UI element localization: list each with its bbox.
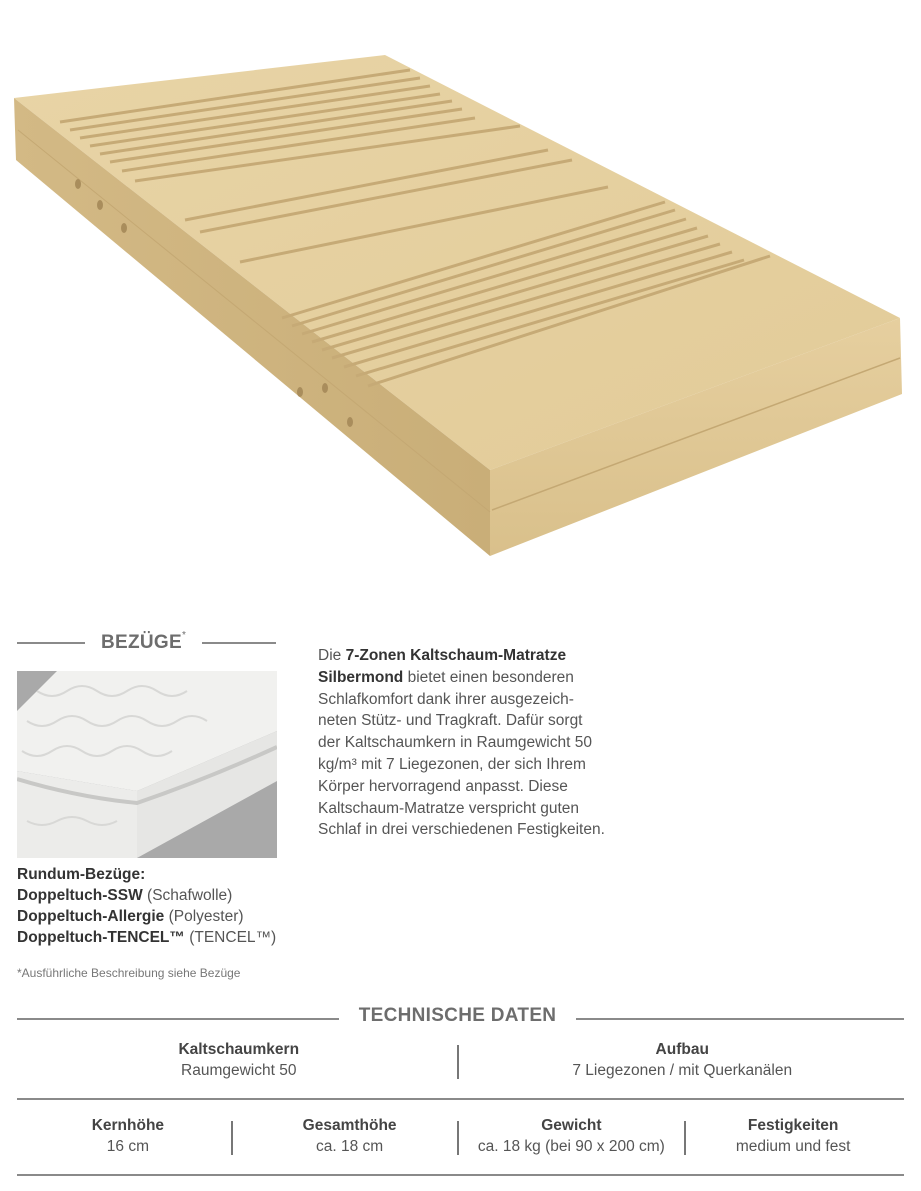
tech-label: Festigkeiten (747, 1117, 839, 1134)
tech-value: ca. 18 cm (316, 1138, 384, 1155)
tech-rule-right (576, 1018, 904, 1020)
tech-rule-left (17, 1018, 339, 1020)
cover-photo (17, 671, 277, 858)
tech-row2-divider-3 (684, 1121, 686, 1155)
product-description (318, 645, 608, 841)
tech-bottom-rule (17, 1174, 904, 1176)
tech-cell-gesamthoehe (239, 1116, 461, 1160)
tech-row1-divider (457, 1045, 459, 1079)
tech-value: Raumgewicht 50 (181, 1062, 297, 1079)
covers-footnote: *Ausführliche Beschreibung siehe Bezüge (17, 966, 241, 980)
tech-row2-divider-1 (231, 1121, 233, 1155)
tech-value: 7 Liegezonen / mit Querkanälen (572, 1062, 793, 1079)
tech-label: Kaltschaumkern (178, 1041, 300, 1058)
tech-heading-text: TECHNISCHE DATEN (358, 1005, 557, 1026)
tech-row-2 (17, 1116, 904, 1160)
heading-rule-right (202, 642, 276, 644)
heading-rule-left (17, 642, 85, 644)
covers-list-title: Rundum-Bezüge: (17, 866, 146, 883)
tech-cell-festigkeiten (682, 1116, 904, 1160)
product-name: 7-Zonen Kaltschaum-Matratze Silbermond (318, 647, 567, 686)
description-intro: Die (318, 647, 346, 664)
covers-heading-mark: * (181, 630, 187, 641)
tech-cell-kernhoehe (17, 1116, 239, 1160)
tech-row-1 (17, 1040, 904, 1084)
description-text: bietet einen besonderen Schlafkomfort dank ihrer ausgezeich-neten Stütz- und Tragkraft. Dafür sorgt der Kaltschaumkern in Raumgewicht 50 kg/m³ mit 7 Liegezonen, der sich Ihrem Körper hervorragend anpasst. Diese Kaltschaum-Matratze verspricht guten Schlaf in drei verschiedenen Festigkeiten. (318, 668, 605, 839)
tech-value: medium und fest (735, 1138, 851, 1155)
tech-label: Kernhöhe (91, 1117, 165, 1134)
covers-heading (17, 632, 276, 654)
tech-label: Gesamthöhe (302, 1117, 397, 1134)
cover-item-allergie: Doppeltuch-Allergie (Polyester) (17, 908, 244, 925)
cover-item-tencel: Doppeltuch-TENCEL™ (TENCEL™) (17, 929, 277, 946)
tech-label: Aufbau (655, 1041, 709, 1058)
tech-cell-kaltschaumkern (17, 1040, 461, 1084)
tech-divider (17, 1098, 904, 1100)
tech-heading (17, 1005, 904, 1029)
tech-label: Gewicht (541, 1117, 602, 1134)
tech-value: ca. 18 kg (bei 90 x 200 cm) (477, 1138, 665, 1155)
tech-value: 16 cm (106, 1138, 149, 1155)
tech-row2-divider-2 (457, 1121, 459, 1155)
covers-list (17, 864, 276, 948)
covers-heading-text (101, 632, 186, 654)
tech-cell-gewicht (461, 1116, 683, 1160)
tech-cell-aufbau (461, 1040, 905, 1084)
covers-heading-label: BEZÜGE (101, 632, 182, 653)
cover-item-ssw: Doppeltuch-SSW (Schafwolle) (17, 887, 233, 904)
